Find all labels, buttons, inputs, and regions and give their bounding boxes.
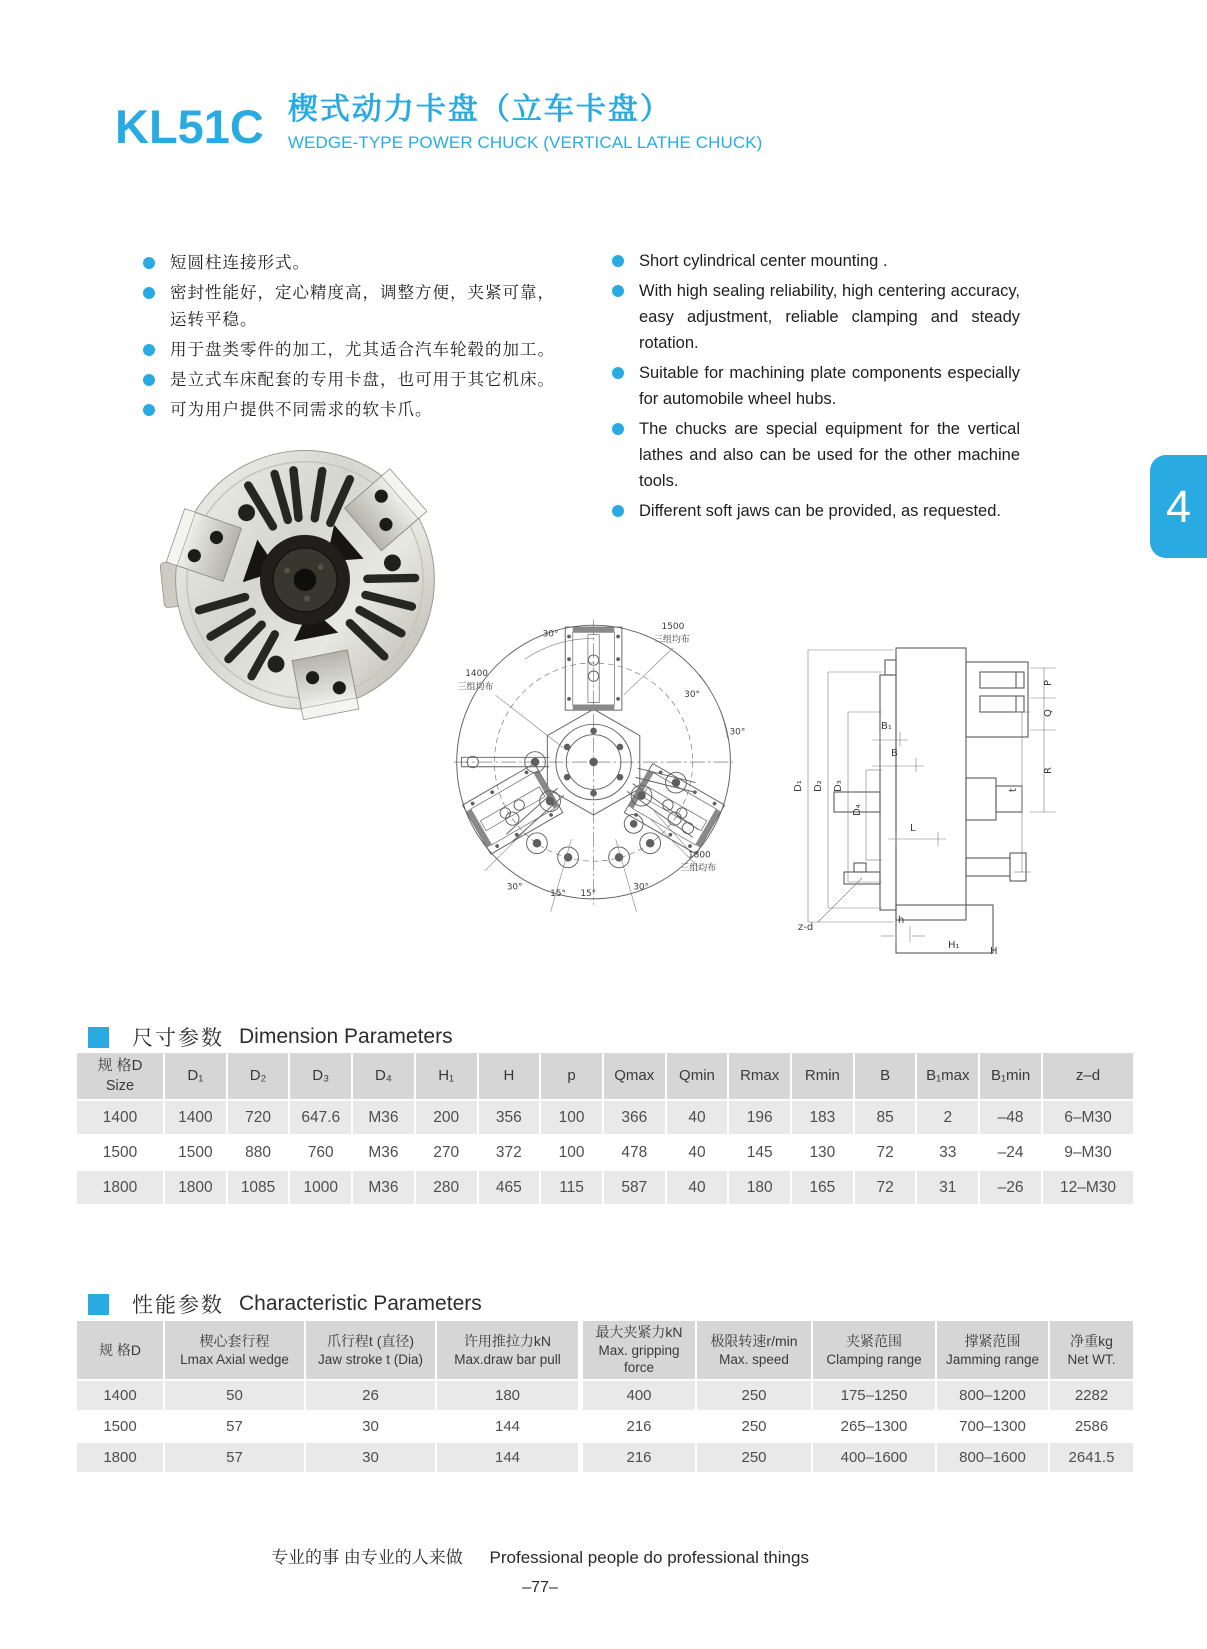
front-1800-note: 三组均布 <box>680 863 717 874</box>
table-cell: 1400 <box>165 1101 226 1134</box>
table-cell: 216 <box>580 1412 695 1441</box>
feature-item <box>612 278 1020 356</box>
column-header: D₂ <box>228 1053 289 1099</box>
column-header: 规 格D <box>77 1321 163 1379</box>
column-header: B₁max <box>917 1053 978 1099</box>
dim-h1-label: H₁ <box>948 940 960 951</box>
feature-item <box>143 250 563 277</box>
table-cell: 1800 <box>77 1443 163 1472</box>
dim-q-label: Q <box>1043 709 1054 717</box>
column-header: p <box>541 1053 602 1099</box>
column-header: Qmax <box>604 1053 665 1099</box>
feature-item <box>143 397 563 424</box>
table-cell: 2282 <box>1050 1381 1133 1410</box>
column-header: 撑紧范围 Jamming range <box>937 1321 1048 1379</box>
column-header: 规 格D Size <box>77 1053 163 1099</box>
table-cell: 1800 <box>77 1171 163 1204</box>
feature-item <box>143 337 563 364</box>
front-1500-note: 三组均布 <box>653 635 690 646</box>
table-cell: 1800 <box>165 1171 226 1204</box>
dimension-table <box>75 1051 1135 1206</box>
bullet-icon <box>612 285 624 297</box>
column-header: 净重kg Net WT. <box>1050 1321 1133 1379</box>
table-cell: M36 <box>353 1136 414 1169</box>
feature-text: 短圆柱连接形式。 <box>170 254 310 272</box>
feature-text: 密封性能好，定心精度高，调整方便，夹紧可靠，运转平稳。 <box>170 284 555 329</box>
table-cell: M36 <box>353 1101 414 1134</box>
table-cell: 115 <box>541 1171 602 1204</box>
front-angle-br-label: 30° <box>633 882 650 893</box>
bullet-icon <box>143 344 155 356</box>
table-cell: 880 <box>228 1136 289 1169</box>
column-header: D₁ <box>165 1053 226 1099</box>
feature-item <box>612 498 1020 524</box>
table-cell: 760 <box>290 1136 351 1169</box>
table-cell: 478 <box>604 1136 665 1169</box>
table-cell: 270 <box>416 1136 477 1169</box>
table-cell: 145 <box>729 1136 790 1169</box>
dim-b-label: B <box>891 748 898 759</box>
table-row <box>77 1136 1133 1169</box>
table-cell: –48 <box>980 1101 1041 1134</box>
table-cell: 366 <box>604 1101 665 1134</box>
column-header: Rmax <box>729 1053 790 1099</box>
table-cell: 26 <box>306 1381 435 1410</box>
table-cell: 1400 <box>77 1101 163 1134</box>
feature-item <box>143 367 563 394</box>
table-cell: 33 <box>917 1136 978 1169</box>
table-cell: 57 <box>165 1412 304 1441</box>
table-cell: 1500 <box>165 1136 226 1169</box>
table-cell: 1500 <box>77 1412 163 1441</box>
feature-text: 可为用户提供不同需求的软卡爪。 <box>170 401 433 419</box>
characteristic-table <box>75 1319 1135 1474</box>
slogan-zh: 专业的事 由专业的人来做 <box>271 1548 463 1567</box>
table-cell: 1085 <box>228 1171 289 1204</box>
feature-text: The chucks are special equipment for the vertical lathes and also can be used for the other machine tools. <box>639 420 1020 490</box>
table-row <box>77 1443 1133 1472</box>
feature-item <box>612 360 1020 412</box>
table-cell: 465 <box>479 1171 540 1204</box>
column-header: D₄ <box>353 1053 414 1099</box>
chapter-tab <box>1150 455 1207 558</box>
dim-d2-label: D₂ <box>813 780 824 792</box>
table-cell: 180 <box>729 1171 790 1204</box>
section-title-en: Characteristic Parameters <box>239 1292 482 1315</box>
table-cell: 31 <box>917 1171 978 1204</box>
table-cell: 9–M30 <box>1043 1136 1133 1169</box>
bullet-icon <box>612 255 624 267</box>
column-header: H <box>479 1053 540 1099</box>
column-header: Qmin <box>667 1053 728 1099</box>
table-cell: 2586 <box>1050 1412 1133 1441</box>
table-cell: 12–M30 <box>1043 1171 1133 1204</box>
table-row <box>77 1412 1133 1441</box>
table-cell: 400–1600 <box>813 1443 935 1472</box>
table-cell: 216 <box>580 1443 695 1472</box>
dim-b1-label: B₁ <box>881 721 892 732</box>
section-marker-icon <box>88 1027 109 1048</box>
table-cell: 372 <box>479 1136 540 1169</box>
front-angle-l15-label: 15° <box>550 889 567 900</box>
table-cell: 1500 <box>77 1136 163 1169</box>
section-title-characteristic <box>88 1289 482 1319</box>
front-angle-right1-label: 30° <box>684 689 701 700</box>
table-cell: 180 <box>437 1381 578 1410</box>
feature-list-en <box>612 248 1020 528</box>
page-number: –77– <box>522 1579 558 1596</box>
table-row <box>77 1171 1133 1204</box>
table-cell: 6–M30 <box>1043 1101 1133 1134</box>
feature-item <box>612 416 1020 494</box>
feature-text: Short cylindrical center mounting . <box>639 252 888 270</box>
table-cell: 40 <box>667 1136 728 1169</box>
header-row <box>77 1053 1133 1099</box>
table-cell: 72 <box>855 1136 916 1169</box>
table-cell: 100 <box>541 1136 602 1169</box>
bullet-icon <box>143 404 155 416</box>
bullet-icon <box>612 367 624 379</box>
column-header: B <box>855 1053 916 1099</box>
front-1800-label: 1800 <box>687 850 711 861</box>
table-cell: 40 <box>667 1101 728 1134</box>
column-header: 许用推拉力kN Max.draw bar pull <box>437 1321 578 1379</box>
chapter-number: 4 <box>1165 481 1192 532</box>
feature-text: Suitable for machining plate components especially for automobile wheel hubs. <box>639 364 1020 408</box>
front-angle-r15-label: 15° <box>580 889 597 900</box>
dim-r-label: R <box>1043 767 1054 774</box>
column-header: 楔心套行程 Lmax Axial wedge <box>165 1321 304 1379</box>
chuck-photo-illustration <box>155 428 455 728</box>
section-title-zh: 性能参数 <box>132 1294 224 1317</box>
front-1400-note: 三组均布 <box>457 682 494 693</box>
product-title-en: WEDGE-TYPE POWER CHUCK (VERTICAL LATHE CHUCK) <box>287 133 763 152</box>
section-title-en: Dimension Parameters <box>239 1025 453 1048</box>
table-cell: 144 <box>437 1443 578 1472</box>
product-title-zh: 楔式动力卡盘（立车卡盘） <box>287 93 672 126</box>
model-code: KL51C <box>115 100 264 153</box>
column-header: 爪行程t (直径) Jaw stroke t (Dia) <box>306 1321 435 1379</box>
column-header: D₃ <box>290 1053 351 1099</box>
table-cell: 165 <box>792 1171 853 1204</box>
table-cell: 250 <box>697 1443 811 1472</box>
column-header: z–d <box>1043 1053 1133 1099</box>
table-cell: 144 <box>437 1412 578 1441</box>
table-cell: 1400 <box>77 1381 163 1410</box>
table-cell: 356 <box>479 1101 540 1134</box>
feature-text: 用于盘类零件的加工，尤其适合汽车轮毂的加工。 <box>170 341 555 359</box>
table-cell: 2641.5 <box>1050 1443 1133 1472</box>
dim-d1-label: D₁ <box>793 780 804 792</box>
feature-text: Different soft jaws can be provided, as requested. <box>639 502 1001 520</box>
feature-list-zh <box>143 250 563 427</box>
bullet-icon <box>612 423 624 435</box>
bullet-icon <box>612 505 624 517</box>
dim-d3-label: D₃ <box>833 780 844 792</box>
column-header: 极限转速r/min Max. speed <box>697 1321 811 1379</box>
page-header <box>115 92 762 153</box>
dim-d4-label: D₄ <box>852 804 863 816</box>
table-cell: –26 <box>980 1171 1041 1204</box>
dim-p-label: P <box>1043 679 1054 686</box>
table-cell: 200 <box>416 1101 477 1134</box>
table-cell: 2 <box>917 1101 978 1134</box>
front-angle-top-label: 30° <box>542 629 559 640</box>
table-cell: 100 <box>541 1101 602 1134</box>
slogan-en: Professional people do professional things <box>489 1548 809 1567</box>
table-cell: 280 <box>416 1171 477 1204</box>
table-cell: –24 <box>980 1136 1041 1169</box>
feature-text: With high sealing reliability, high centering accuracy, easy adjustment, reliable clamping and steady rotation. <box>639 282 1020 352</box>
section-title-zh: 尺寸参数 <box>132 1027 224 1050</box>
table-cell: 1000 <box>290 1171 351 1204</box>
table-cell: 700–1300 <box>937 1412 1048 1441</box>
table-cell: 250 <box>697 1381 811 1410</box>
front-angle-right2-label: 30° <box>729 727 746 738</box>
table-cell: 57 <box>165 1443 304 1472</box>
section-view-drawing <box>788 620 1060 956</box>
feature-item <box>143 280 563 334</box>
table-cell: 30 <box>306 1443 435 1472</box>
table-cell: 175–1250 <box>813 1381 935 1410</box>
product-photo <box>155 428 455 728</box>
front-1400-label: 1400 <box>465 669 489 680</box>
table-cell: 400 <box>580 1381 695 1410</box>
header-row <box>77 1321 1133 1379</box>
table-cell: 587 <box>604 1171 665 1204</box>
table-cell: M36 <box>353 1171 414 1204</box>
table-cell: 40 <box>667 1171 728 1204</box>
column-header: Rmin <box>792 1053 853 1099</box>
table-cell: 647.6 <box>290 1101 351 1134</box>
front-1500-label: 1500 <box>661 621 685 632</box>
section-title-dimension <box>88 1022 453 1052</box>
table-row <box>77 1381 1133 1410</box>
bullet-icon <box>143 287 155 299</box>
front-view-drawing <box>452 613 754 913</box>
table-cell: 72 <box>855 1171 916 1204</box>
page-footer <box>0 1543 1080 1597</box>
bullet-icon <box>143 257 155 269</box>
title-block <box>288 92 763 153</box>
section-view-svg <box>788 620 1060 956</box>
table-cell: 265–1300 <box>813 1412 935 1441</box>
column-header: B₁min <box>980 1053 1041 1099</box>
dim-t-label: t <box>1008 788 1019 792</box>
front-view-svg <box>452 613 754 913</box>
table-cell: 183 <box>792 1101 853 1134</box>
table-cell: 720 <box>228 1101 289 1134</box>
table-cell: 30 <box>306 1412 435 1441</box>
dim-h-label: h <box>898 915 905 926</box>
column-header: 最大夹紧力kN Max. gripping force <box>580 1321 695 1379</box>
dim-l-label: L <box>910 823 916 834</box>
column-header: 夹紧范围 Clamping range <box>813 1321 935 1379</box>
bullet-icon <box>143 374 155 386</box>
table-cell: 250 <box>697 1412 811 1441</box>
front-angle-bl-label: 30° <box>506 882 523 893</box>
dim-zd-label: z-d <box>798 922 814 933</box>
table-row <box>77 1101 1133 1134</box>
slogan <box>0 1543 1080 1568</box>
table-cell: 800–1200 <box>937 1381 1048 1410</box>
section-marker-icon <box>88 1294 109 1315</box>
table-cell: 50 <box>165 1381 304 1410</box>
feature-text: 是立式车床配套的专用卡盘，也可用于其它机床。 <box>170 371 555 389</box>
feature-item <box>612 248 1020 274</box>
column-header: H₁ <box>416 1053 477 1099</box>
table-cell: 196 <box>729 1101 790 1134</box>
dim-hh-label: H <box>990 946 998 956</box>
table-cell: 85 <box>855 1101 916 1134</box>
table-cell: 130 <box>792 1136 853 1169</box>
table-cell: 800–1600 <box>937 1443 1048 1472</box>
